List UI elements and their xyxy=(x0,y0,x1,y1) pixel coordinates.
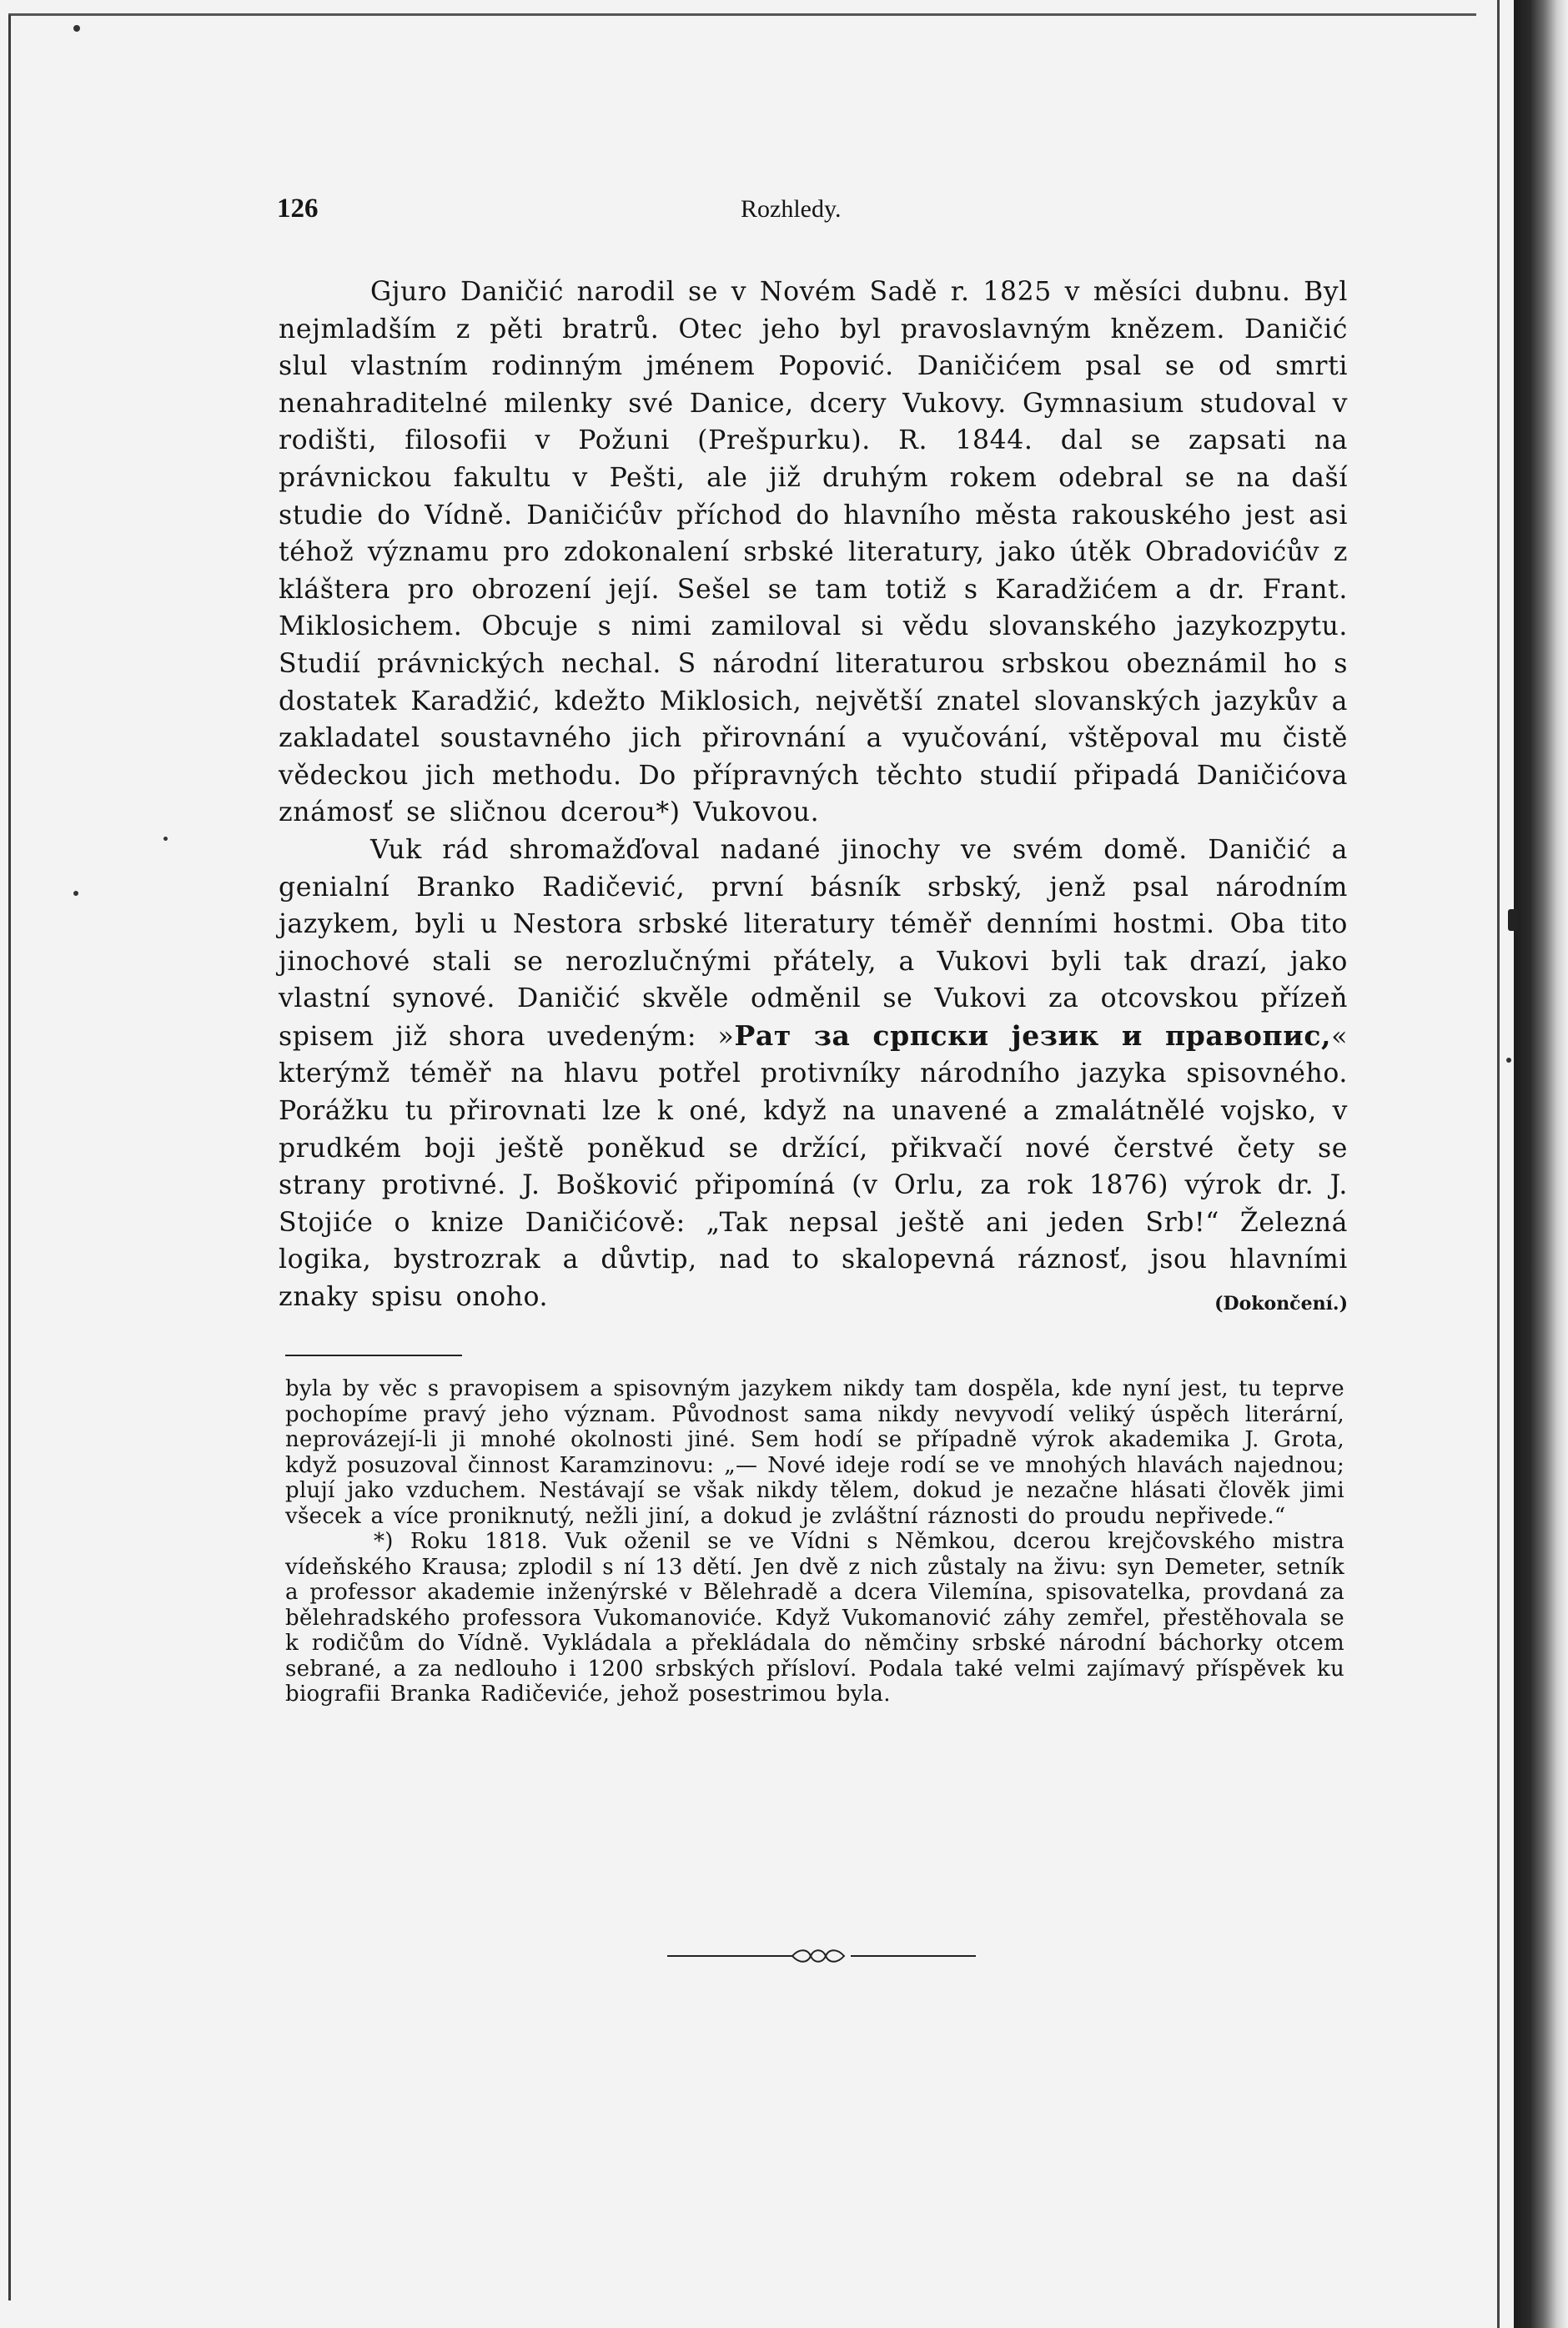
scan-speck xyxy=(73,25,80,32)
paragraph xyxy=(279,832,1348,1316)
page-border-left xyxy=(8,15,11,2300)
page-number: 126 xyxy=(277,194,319,224)
end-ornament xyxy=(667,1943,976,1968)
running-title: Rozhledy. xyxy=(741,195,842,223)
scan-speck xyxy=(1506,1058,1511,1063)
footnote-separator xyxy=(285,1355,462,1356)
paragraph-text: « kterýmž téměř na hlavu potřel protivníky národního jazyka spisovného. Porážku tu přirovnati lze k oné, když na unavené a zmalátnělé vojsko, v prudkém boji ještě poněkud se držící, přikvačí nové čerstvé čety se strany protivné. J. Bošković připomíná (v Orlu, za rok 1876) výrok dr. J. Stojiće o knize Daničićově: „Tak nepsal ještě ani jeden Srb!“ Železná logika, bystrozrak a důvtip, nad to skalopevná ráznosť, jsou hlavními znaky spisu onoho. xyxy=(279,1021,1348,1313)
completion-note: (Dokončení.) xyxy=(1214,1293,1348,1315)
scan-speck xyxy=(73,891,78,896)
scan-artifact xyxy=(1508,909,1518,931)
book-spine-edge xyxy=(1514,0,1568,2328)
footnote-star: *) Roku 1818. Vuk oženil se ve Vídni s Němkou, dcerou krejčovského mistra vídeňského Krausa; zplodil s ní 13 dětí. Jen dvě z nich zůstaly na živu: syn Demeter, setník a professor akademie inženýrské v Bělehradě a dcera Vilemína, spisovatelka, provdaná za bělehradského professora Vukomanoviće. Když Vukomanović záhy zemřel, přestěhovala se k rodičům do Vídně. Vykládala a překládala do němčiny srbské národní báchorky otcem sebrané, a za nedlouho i 1200 srbských přísloví. Podala také velmi zajímavý příspěvek ku biografii Branka Radičeviće, jehož posestrimou byla. xyxy=(285,1529,1344,1707)
page-border-top xyxy=(8,13,1476,16)
binding-line xyxy=(1497,0,1500,2328)
footnotes xyxy=(285,1376,1344,1707)
footnote-continuation: byla by věc s pravopisem a spisovným jazykem nikdy tam dospěla, kde nyní jest, tu teprve pochopíme pravý jeho význam. Původnost sama nikdy nevyvodí veliký úspěch literární, neprovázejí-li ji mnohé okolnosti jiné. Sem hodí se případně výrok akademika J. Grota, když posuzoval činnost Karamzinovu: „— Nové ideje rodí se ve mnohých hlavách najednou; plují jako vzduchem. Nestávají se však nikdy tělem, dokud je nezačne hlásati člověk jimi všecek a více proniknutý, nežli jiní, a dokud je zvláštní ráznosti do proudu nepřivede.“ xyxy=(285,1376,1344,1529)
page-header xyxy=(277,194,1346,235)
scan-speck xyxy=(163,837,168,841)
article-body xyxy=(279,274,1348,1323)
paragraph xyxy=(279,274,1348,832)
paragraph-text: Vuk rád shromažďoval nadané jinochy ve svém domě. Daničić a genialní Branko Radičević, první básník srbský, jenž psal národním jazykem, byli u Nestora srbské literatury téměř denními hostmi. Oba tito jinochové stali se nerozlučnými přátely, a Vukovi byli tak drazí, jako vlastní synové. Daničić skvěle odměnil se Vukovi za otcovskou přízeň spisem již shora uvedeným: » xyxy=(279,834,1348,1052)
cyrillic-title: Рат за српски језик и правопис, xyxy=(734,1018,1332,1052)
paragraph-text: Gjuro Daničić narodil se v Novém Sadě r. 1825 v měsíci dubnu. Byl nejmladším z pěti bratrů. Otec jeho byl pravoslavným knězem. Daničić slul vlastním rodinným jménem Popović. Daničićem psal se od smrti nenahraditelné milenky své Danice, dcery Vukovy. Gymnasium studoval v rodišti, filosofii v Požuni (Prešpurku). R. 1844. dal se zapsati na právnickou fakultu v Pešti, ale již druhým rokem odebral se na daší studie do Vídně. Daničićův příchod do hlavního města rakouského jest asi téhož významu pro zdokonalení srbské literatury, jako útěk Obradovićův z kláštera pro obrození její. Sešel se tam totiž s Karadžićem a dr. Frant. Miklosichem. Obcuje s nimi zamiloval si vědu slovanského jazykozpytu. Studií právnických nechal. S národní literaturou srbskou obeznámil ho s dostatek Karadžić, kdežto Miklosich, největší znatel slovanských jazykův a zakladatel soustavného jich přirovnání a vyučování, vštěpoval mu čistě vědeckou jich methodu. Do přípravných těchto studií připadá Daničićova známosť se sličnou dcerou*) Vukovou. xyxy=(279,277,1348,828)
